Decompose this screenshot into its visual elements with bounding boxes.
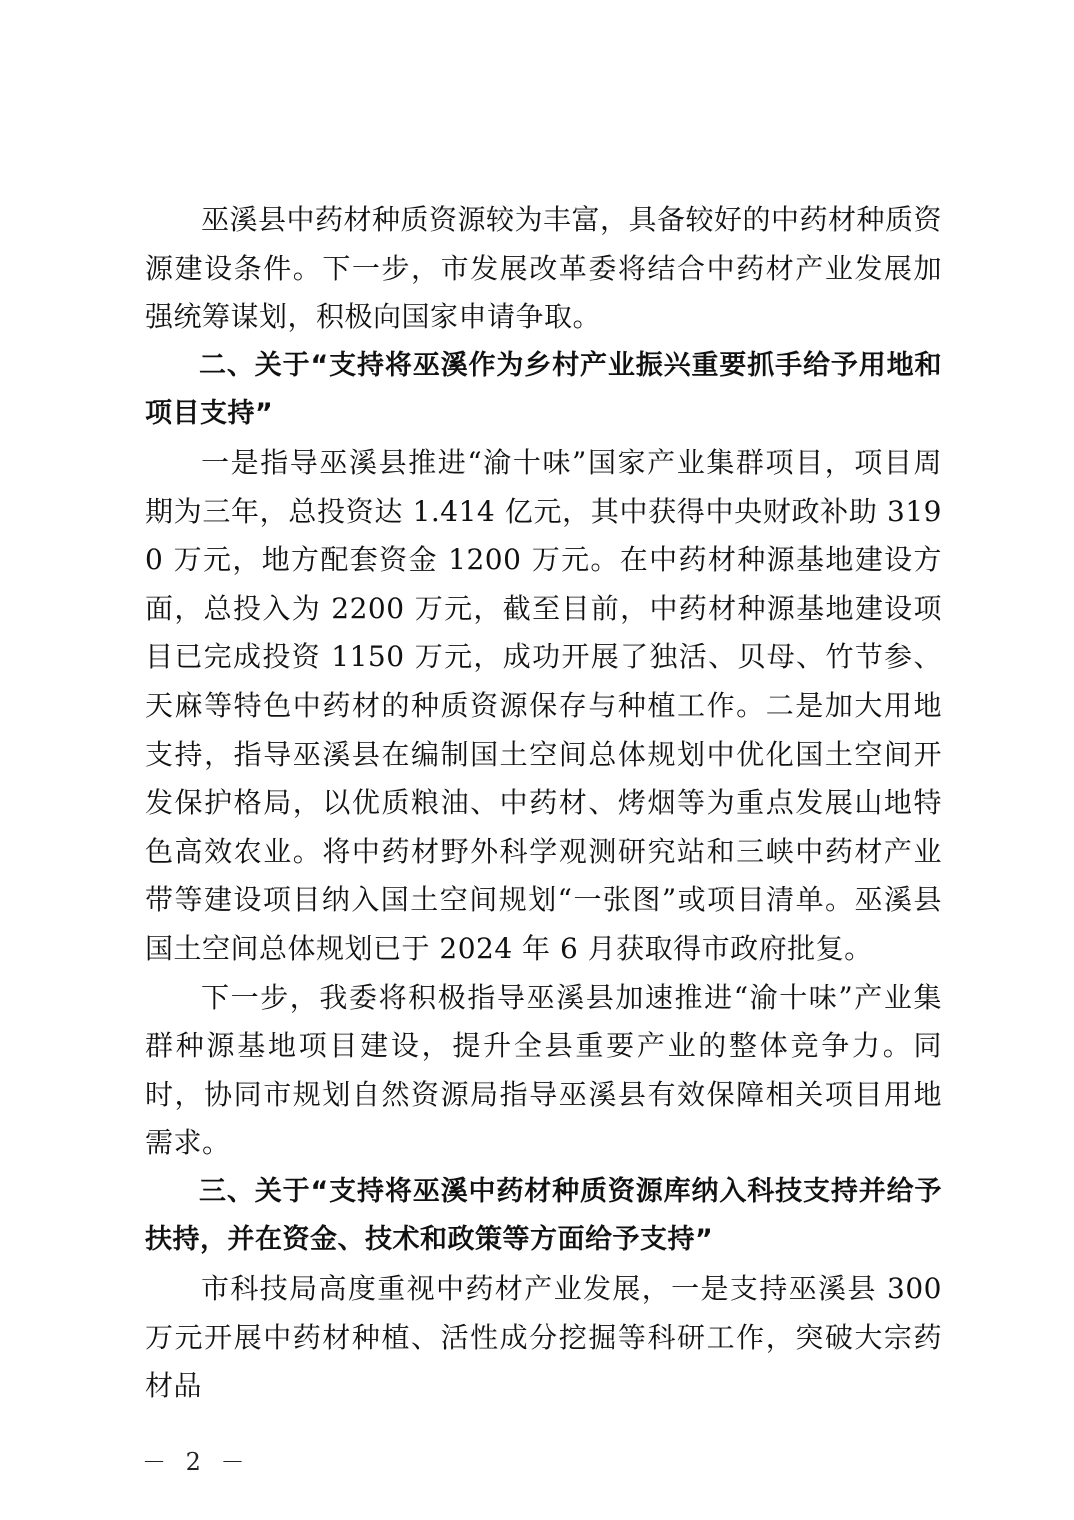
paragraph-body-4: 市科技局高度重视中药材产业发展，一是支持巫溪县 300 万元开展中药材种植、活性成分挖掘等科研工作，突破大宗药材品	[145, 1272, 942, 1403]
paragraph-body-3: 下一步，我委将积极指导巫溪县加速推进“渝十味”产业集群种源基地项目建设，提升全县重要产业的整体竞争力。同时，协同市规划自然资源局指导巫溪县有效保障相关项目用地需求。	[145, 980, 942, 1160]
paragraph-body-1: 巫溪县中药材种质资源较为丰富，具备较好的中药材种质资源建设条件。下一步，市发展改革委将结合中药材产业发展加强统筹谋划，积极向国家申请争取。	[145, 203, 943, 334]
document-body	[145, 196, 942, 1411]
page-number: － 2 －	[142, 1448, 251, 1476]
section-heading-3: 三、关于“支持将巫溪中药材种质资源库纳入科技支持并给予扶持，并在资金、技术和政策等方面给予支持”	[145, 1175, 942, 1256]
section-heading-2: 二、关于“支持将巫溪作为乡村产业振兴重要抓手给予用地和项目支持”	[145, 349, 942, 430]
paragraph-body-2: 一是指导巫溪县推进“渝十味”国家产业集群项目，项目周期为三年，总投资达 1.414 亿元，其中获得中央财政补助 3190 万元，地方配套资金 1200 万元。在中药材种源基地建设方面，总投入为 2200 万元，截至目前，中药材种源基地建设项目已完成投资 1150 万元，成功开展了独活、贝母、竹节参、天麻等特色中药材的种质资源保存与种植工作。二是加大用地支持，指导巫溪县在编制国土空间总体规划中优化国土空间开发保护格局，以优质粮油、中药材、烤烟等为重点发展山地特色高效农业。将中药材野外科学观测研究站和三峡中药材产业带等建设项目纳入国土空间规划“一张图”或项目清单。巫溪县国土空间总体规划已于 2024 年 6 月获取得市政府批复。	[145, 445, 942, 965]
